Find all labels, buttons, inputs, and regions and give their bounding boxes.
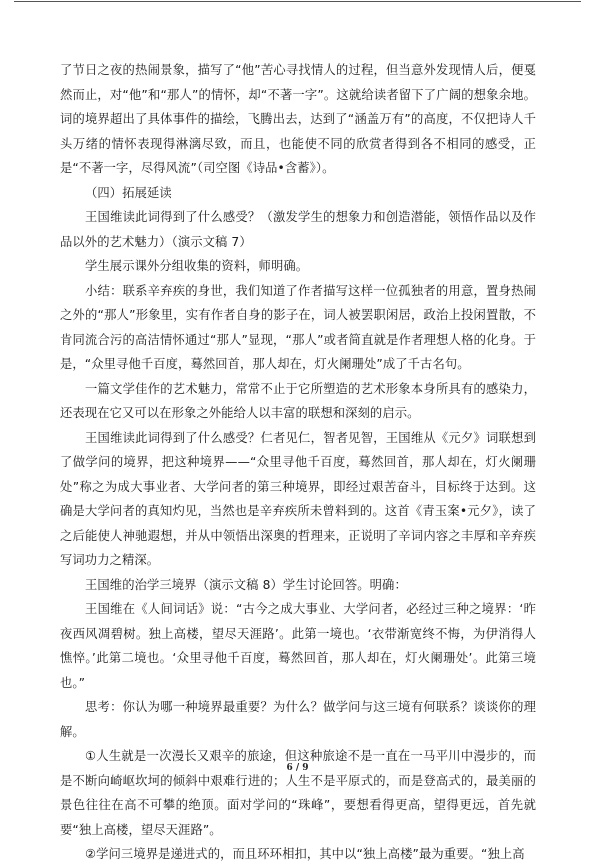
paragraph-wang-guowei-feeling: 王国维读此词得到了什么感受？仁者见仁，智者见智，王国维从《元夕》词联想到了做学问的境界，把这种境界——“众里寻他千百度，蓦然回首，那人却在，灯火阑珊处”称之为成大事业者、大学问者的第三种境界，即经过艰苦奋斗，目标终于达到。这确是大学问者的真知灼见，当然也是辛弃疾所未曾料到的。这首《青玉案•元夕》，读了之后能使人神驰遐想，并从中领悟出深奥的哲理来，正说明了辛词内容之丰厚和辛弃疾写词功力之精深。 — [60, 430, 536, 567]
paragraph-renjian-cihua-quote: 王国维在《人间词话》说：“古今之成大事业、大学问者，必经过三种之境界：‘昨夜西风凋碧树。独上高楼，望尽天涯路’。此第一境也。‘衣带渐宽终不悔，为伊消得人憔悴。’此第二境也。‘众里寻他千百度，蓦然回首，那人却在，灯火阑珊处’。此第三境也。” — [60, 602, 536, 690]
paragraph-summary: 小结：联系辛弃疾的身世，我们知道了作者描写这样一位孤独者的用意，置身热闹之外的“那人”形象里，实有作者自身的影子在，词人被罢职闲居，政治上投闲置散，不肯同流合污的高洁情怀通过“那人”显现，“那人”或者简直就是作者理想人格的化身。于是，“众里寻他千百度，蓦然回首，那人却在，灯火阑珊处”成了千古名句。 — [60, 283, 536, 371]
document-body — [60, 58, 536, 867]
paragraph-answer-two: ②学问三境界是递进式的，而且环环相扣，其中以“独上高楼”最为重要。“独上高 — [85, 847, 525, 861]
paragraph-intro-continuation: 了节日之夜的热闹景象，描写了“他”苦心寻找情人的过程，但当意外发现情人后，便戛然而止，对“他”和“那人”的情怀，却“不著一字”。这就给读者留下了广阔的想象余地。词的境界超出了具体事件的描绘，飞腾出去，达到了“涵盖万有”的高度，不仅把诗人千头万绪的情怀表现得淋漓尽致，而且，也能使不同的欣赏者得到各不相同的感受，正是“不著一字，尽得风流”（司空图《诗品•含蓄》）。 — [60, 63, 536, 175]
paragraph-question: 王国维读此词得到了什么感受？（激发学生的想象力和创造潜能，领悟作品以及作品以外的艺术魅力）（演示文稿 7） — [60, 210, 536, 249]
paragraph-student-presentation: 学生展示课外分组收集的资料，师明确。 — [85, 259, 309, 273]
paragraph-thinking-question: 思考：你认为哪一种境界最重要？为什么？做学问与这三境有何联系？谈谈你的理解。 — [60, 700, 536, 739]
paragraph-artistic-charm: 一篇文学佳作的艺术魅力，常常不止于它所塑造的艺术形象本身所具有的感染力，还表现在它又可以在形象之外能给人以丰富的联想和深刻的启示。 — [60, 381, 536, 420]
page-number: 6 / 9 — [286, 763, 309, 773]
header-rule — [14, 1, 581, 2]
section-heading-extension: （四）拓展延读 — [85, 185, 172, 200]
paragraph-three-realms-prompt: 王国维的治学三境界（演示文稿 8）学生讨论回答。明确： — [85, 577, 407, 592]
paragraph-answer-one: ①人生就是一次漫长又艰辛的旅途，但这种旅途不是一直在一马平川中漫步的，而是不断向崎岖坎坷的倾斜中艰难行进的；人生不是平原式的，而是登高式的，最美丽的景色往往在高不可攀的绝顶。面对学问的“珠峰”，要想看得更高，望得更远，首先就要“独上高楼，望尽天涯路”。 — [60, 749, 536, 837]
